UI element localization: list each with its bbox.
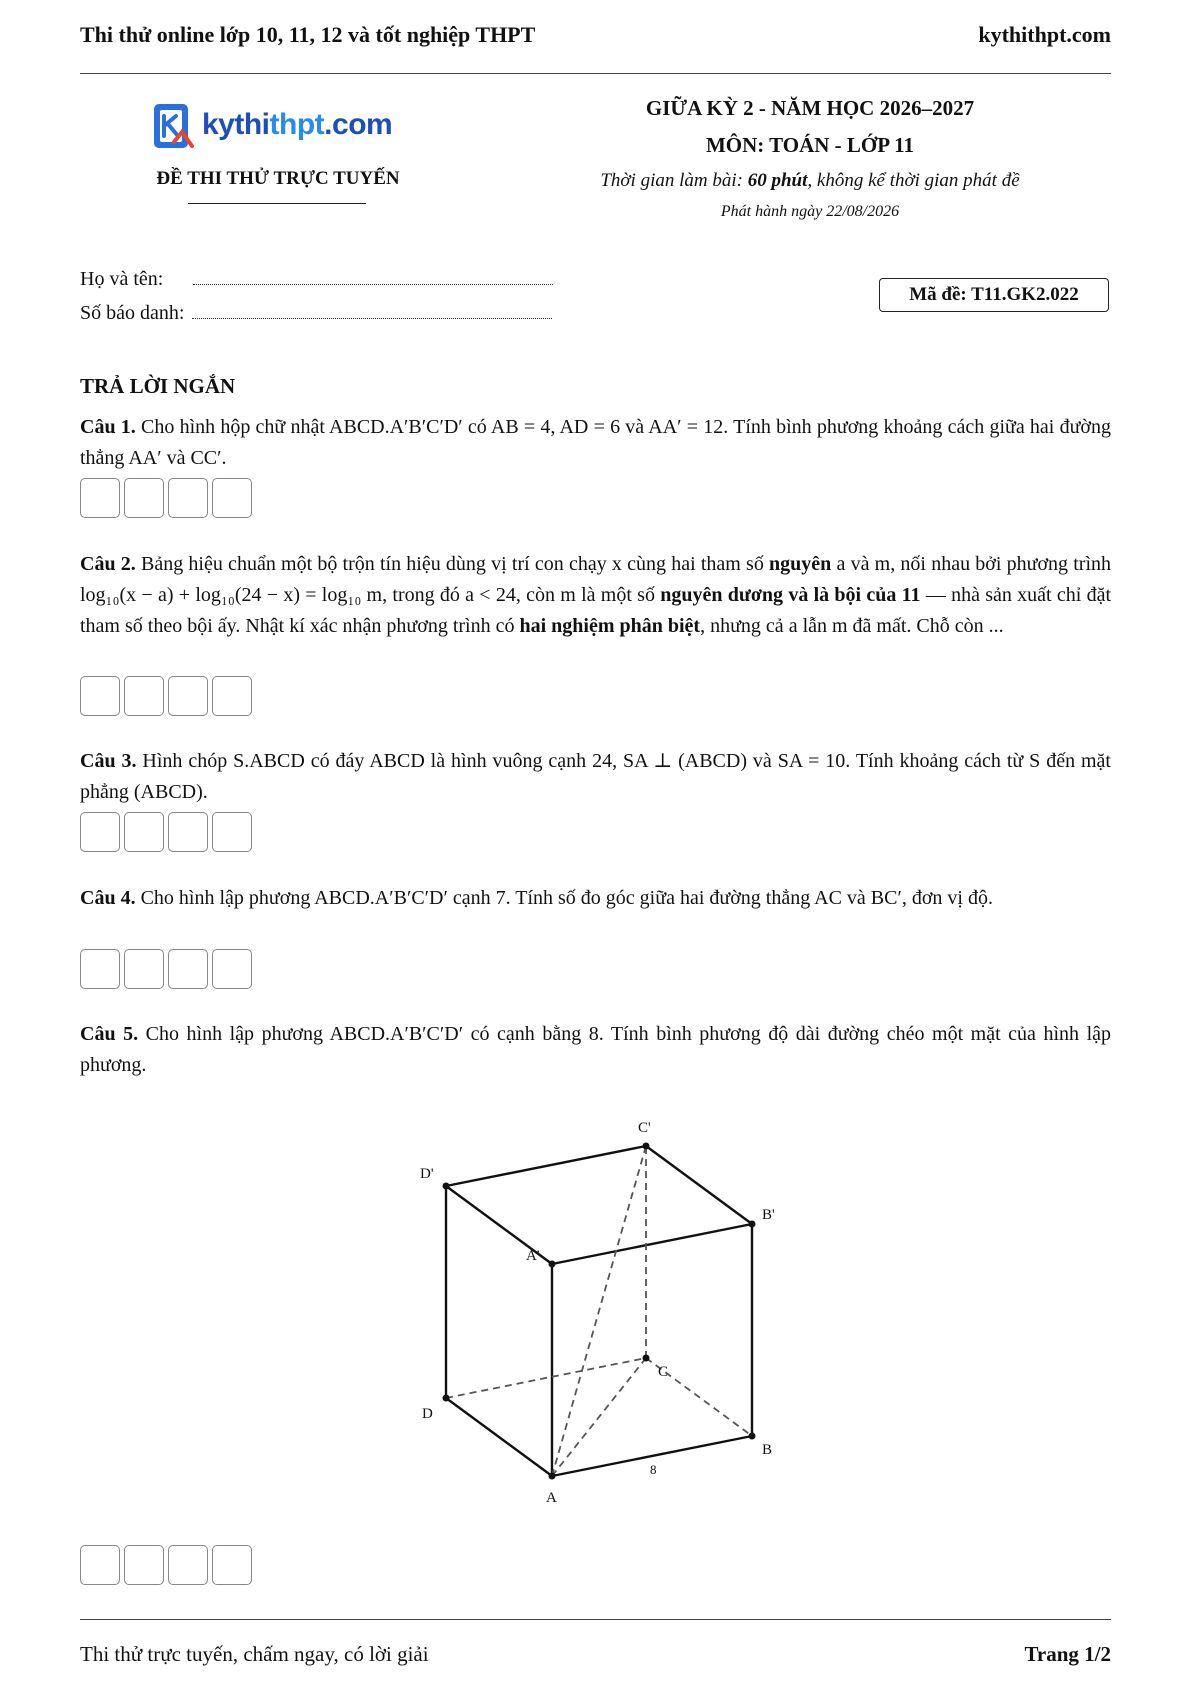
answer-cell[interactable] xyxy=(168,949,208,989)
diagonal-AC xyxy=(552,1358,646,1476)
time-prefix: Thời gian làm bài: xyxy=(600,170,748,191)
answer-cell[interactable] xyxy=(168,676,208,716)
header-left: Thi thử online lớp 10, 11, 12 và tốt nghiệp THPT xyxy=(80,22,536,47)
id-field[interactable] xyxy=(80,302,552,325)
header-site[interactable]: kythithpt.com xyxy=(978,22,1111,47)
answer-cell[interactable] xyxy=(80,478,120,518)
vertex-B xyxy=(749,1433,756,1440)
answer-cell[interactable] xyxy=(168,1545,208,1585)
question-3 xyxy=(80,746,1111,808)
answer-cell[interactable] xyxy=(212,812,252,852)
question-text-part: a và m, nối nhau bởi phương trình log₁₀(x − a) + log₁₀(24 − x) = log₁₀ m, trong đó a < 24, còn m là một số xyxy=(80,553,1112,606)
hidden-edge-DC xyxy=(446,1358,646,1398)
label-D1: D' xyxy=(420,1166,434,1182)
answer-cell[interactable] xyxy=(212,1545,252,1585)
section-title: TRẢ LỜI NGẮN xyxy=(80,374,236,398)
name-field[interactable] xyxy=(80,268,553,291)
id-label: Số báo danh: xyxy=(80,302,185,324)
name-label: Họ và tên: xyxy=(80,268,164,290)
vertex-D1 xyxy=(443,1183,450,1190)
question-number: Câu 4. xyxy=(80,887,136,909)
question-1 xyxy=(80,412,1111,474)
answer-cell[interactable] xyxy=(80,1545,120,1585)
question-bold-part: nguyên xyxy=(769,553,832,575)
question-5 xyxy=(80,1019,1111,1081)
label-C1: C' xyxy=(638,1120,651,1136)
time-value: 60 phút xyxy=(747,170,808,191)
answer-cell[interactable] xyxy=(124,812,164,852)
answer-boxes-3[interactable] xyxy=(80,812,252,852)
label-edge-length: 8 xyxy=(650,1462,657,1477)
vertex-A xyxy=(549,1473,556,1480)
header-rule xyxy=(80,73,1111,74)
label-B1: B' xyxy=(762,1207,775,1223)
question-text-part: — nhà sản xuất chỉ đặt tham số theo bội ấy. Nhật kí xác nhận phương trình có xyxy=(80,584,1111,637)
answer-cell[interactable] xyxy=(124,676,164,716)
footer-tagline: Thi thử trực tuyến, chấm ngay, có lời giải xyxy=(80,1642,429,1666)
exam-title: GIỮA KỲ 2 - NĂM HỌC 2026–2027 xyxy=(645,96,975,120)
edge-DA xyxy=(446,1398,552,1476)
question-bold-part: nguyên dương và là bội của 11 xyxy=(660,584,921,606)
question-text: Cho hình lập phương ABCD.A′B′C′D′ cạnh 7. Tính số đo góc giữa hai đường thẳng AC và BC′, đơn vị độ. xyxy=(140,887,993,909)
edge-B1A1 xyxy=(552,1224,752,1264)
question-number: Câu 3. xyxy=(80,750,137,772)
answer-cell[interactable] xyxy=(168,478,208,518)
answer-boxes-1[interactable] xyxy=(80,478,252,518)
question-text-part: , nhưng cả a lẫn m đã mất. Chỗ còn ... xyxy=(700,615,1004,637)
answer-boxes-5[interactable] xyxy=(80,1545,252,1585)
answer-cell[interactable] xyxy=(124,478,164,518)
question-4 xyxy=(80,883,1111,914)
logo-text-3: .com xyxy=(324,108,393,141)
logo-text-1: kythi xyxy=(202,108,270,141)
footer-rule xyxy=(80,1619,1111,1620)
answer-cell[interactable] xyxy=(80,812,120,852)
exam-code: Mã đề: T11.GK2.022 xyxy=(879,278,1109,312)
question-bold-part: hai nghiệm phân biệt xyxy=(519,615,701,637)
subtitle-underline xyxy=(188,203,366,204)
label-A: A xyxy=(546,1490,557,1506)
question-text: Cho hình lập phương ABCD.A′B′C′D′ có cạnh bằng 8. Tính bình phương độ dài đường chéo một mặt của hình lập phương. xyxy=(80,1023,1111,1076)
edge-D1C1 xyxy=(446,1146,646,1186)
label-B: B xyxy=(762,1442,773,1458)
label-A1: A' xyxy=(526,1248,540,1264)
diagonal-AC1 xyxy=(552,1146,646,1476)
exam-time xyxy=(560,170,1060,192)
online-exam-label: ĐỀ THI THỬ TRỰC TUYẾN xyxy=(156,168,400,189)
release-date: Phát hành ngày 22/08/2026 xyxy=(720,203,900,220)
question-2 xyxy=(80,549,1111,642)
vertex-B1 xyxy=(749,1221,756,1228)
logo-text-2: thpt xyxy=(269,108,325,141)
question-number: Câu 5. xyxy=(80,1023,139,1045)
page-number: Trang 1/2 xyxy=(1024,1642,1111,1666)
logo-icon xyxy=(152,102,198,154)
answer-cell[interactable] xyxy=(168,812,208,852)
label-C: C xyxy=(658,1364,669,1380)
vertex-D xyxy=(443,1395,450,1402)
cube-figure xyxy=(400,1110,800,1510)
logo xyxy=(152,100,412,156)
answer-cell[interactable] xyxy=(124,1545,164,1585)
answer-cell[interactable] xyxy=(212,478,252,518)
edge-C1B1 xyxy=(646,1146,752,1224)
vertex-A1 xyxy=(549,1261,556,1268)
question-text-part: Bảng hiệu chuẩn một bộ trộn tín hiệu dùng vị trí con chạy x cùng hai tham số xyxy=(141,553,770,575)
answer-cell[interactable] xyxy=(124,949,164,989)
id-dotted-line[interactable] xyxy=(192,304,552,319)
question-number: Câu 2. xyxy=(80,553,136,575)
question-text: Hình chóp S.ABCD có đáy ABCD là hình vuông cạnh 24, SA ⊥ (ABCD) và SA = 10. Tính khoảng cách từ S đến mặt phẳng (ABCD). xyxy=(80,750,1111,803)
vertex-C1 xyxy=(643,1143,650,1150)
answer-boxes-4[interactable] xyxy=(80,949,252,989)
vertex-C xyxy=(643,1355,650,1362)
answer-cell[interactable] xyxy=(80,676,120,716)
answer-cell[interactable] xyxy=(212,949,252,989)
label-D: D xyxy=(422,1406,433,1422)
exam-subject: MÔN: TOÁN - LỚP 11 xyxy=(705,133,915,157)
answer-cell[interactable] xyxy=(212,676,252,716)
answer-cell[interactable] xyxy=(80,949,120,989)
answer-boxes-2[interactable] xyxy=(80,676,252,716)
time-suffix: , không kể thời gian phát đề xyxy=(807,170,1020,191)
question-number: Câu 1. xyxy=(80,416,136,438)
question-text: Cho hình hộp chữ nhật ABCD.A′B′C′D′ có AB = 4, AD = 6 và AA′ = 12. Tính bình phương khoảng cách giữa hai đường thẳng AA′ và CC′. xyxy=(80,416,1111,469)
name-dotted-line[interactable] xyxy=(193,270,553,285)
